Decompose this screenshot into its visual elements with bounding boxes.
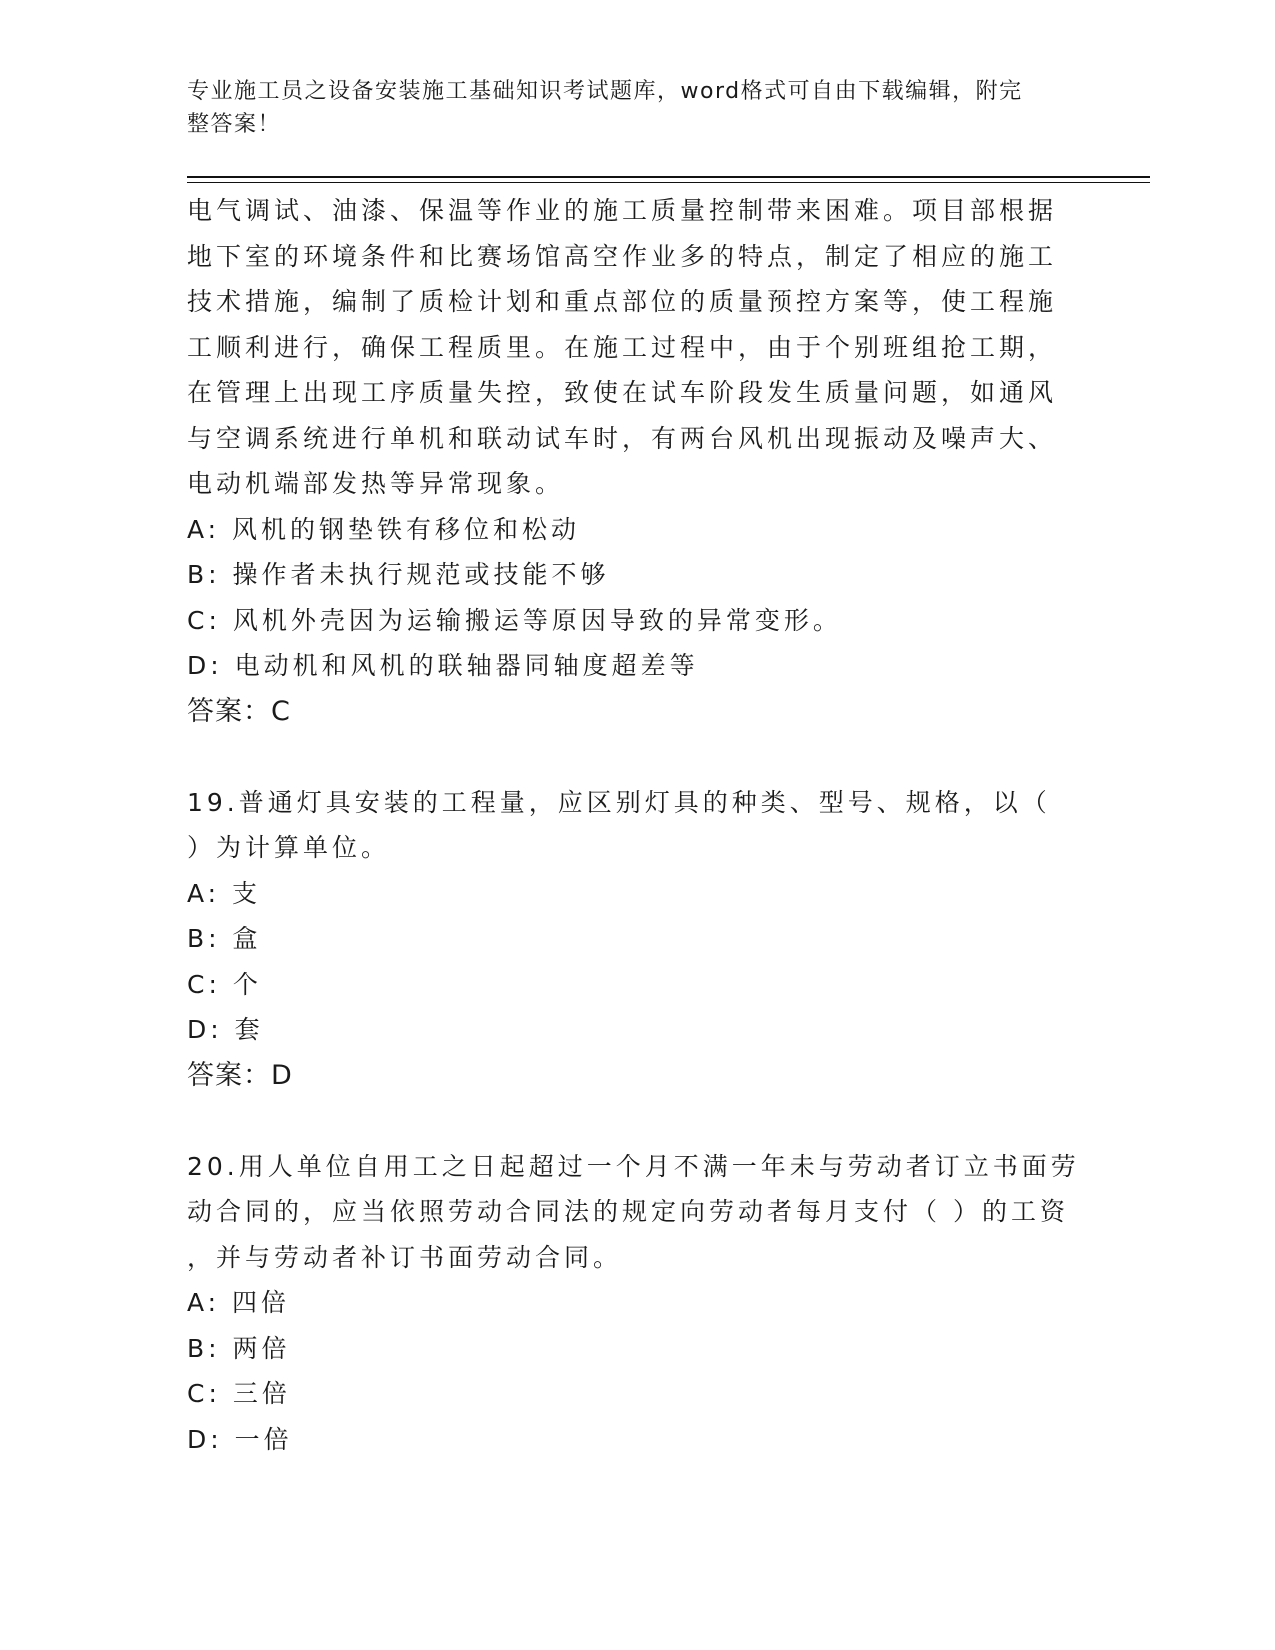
option-a: A: 支 bbox=[187, 878, 262, 908]
question-text-line: 20.用人单位自用工之日起超过一个月不满一年未与劳动者订立书面劳 bbox=[187, 1151, 1080, 1181]
question-text-line: 19.普通灯具安装的工程量，应区别灯具的种类、型号、规格，以（ bbox=[187, 787, 1051, 817]
question-text-line: 与空调系统进行单机和联动试车时，有两台风机出现振动及噪声大、 bbox=[187, 423, 1058, 453]
answer-line: 答案：D bbox=[187, 1059, 293, 1091]
question-text-line: 电动机端部发热等异常现象。 bbox=[187, 469, 565, 498]
option-c: C: 三倍 bbox=[187, 1379, 291, 1408]
option-b: B: 操作者未执行规范或技能不够 bbox=[187, 560, 610, 589]
question-text-line: ，并与劳动者补订书面劳动合同。 bbox=[187, 1242, 623, 1272]
answer-line: 答案：C bbox=[187, 695, 291, 727]
document-header bbox=[187, 75, 1067, 141]
header-line-2: 整答案！ bbox=[187, 112, 282, 137]
spacer bbox=[187, 1098, 1087, 1144]
option-d: D: 电动机和风机的联轴器同轴度超差等 bbox=[187, 651, 699, 680]
question-text-line: 在管理上出现工序质量失控，致使在试车阶段发生质量问题，如通风 bbox=[187, 378, 1058, 407]
question-text-line: ）为计算单位。 bbox=[187, 833, 391, 862]
spacer bbox=[187, 734, 1087, 780]
question-18 bbox=[187, 188, 1087, 734]
header-line-1: 专业施工员之设备安装施工基础知识考试题库，word格式可自由下载编辑，附完 bbox=[187, 79, 1023, 104]
option-a: A: 四倍 bbox=[187, 1288, 291, 1317]
option-b: B: 盒 bbox=[187, 924, 262, 953]
option-b: B: 两倍 bbox=[187, 1333, 291, 1363]
question-text-line: 工顺利进行，确保工程质里。在施工过程中，由于个别班组抢工期， bbox=[187, 332, 1058, 362]
option-c: C: 风机外壳因为运输搬运等原因导致的异常变形。 bbox=[187, 605, 842, 635]
option-d: D: 一倍 bbox=[187, 1424, 293, 1454]
question-text-line: 地下室的环境条件和比赛场馆高空作业多的特点，制定了相应的施工 bbox=[187, 241, 1058, 271]
header-rule-thick bbox=[187, 176, 1150, 178]
document-body bbox=[187, 188, 1087, 1462]
question-text-line: 技术措施，编制了质检计划和重点部位的质量预控方案等，使工程施 bbox=[187, 287, 1058, 316]
question-text-line: 电气调试、油漆、保温等作业的施工质量控制带来困难。项目部根据 bbox=[187, 196, 1058, 225]
question-19 bbox=[187, 780, 1087, 1099]
question-20 bbox=[187, 1144, 1087, 1463]
option-a: A: 风机的钢垫铁有移位和松动 bbox=[187, 514, 581, 544]
option-c: C: 个 bbox=[187, 969, 262, 999]
option-d: D: 套 bbox=[187, 1015, 264, 1044]
header-rule-thin bbox=[187, 182, 1150, 183]
question-text-line: 动合同的，应当依照劳动合同法的规定向劳动者每月支付（ ）的工资 bbox=[187, 1197, 1069, 1226]
